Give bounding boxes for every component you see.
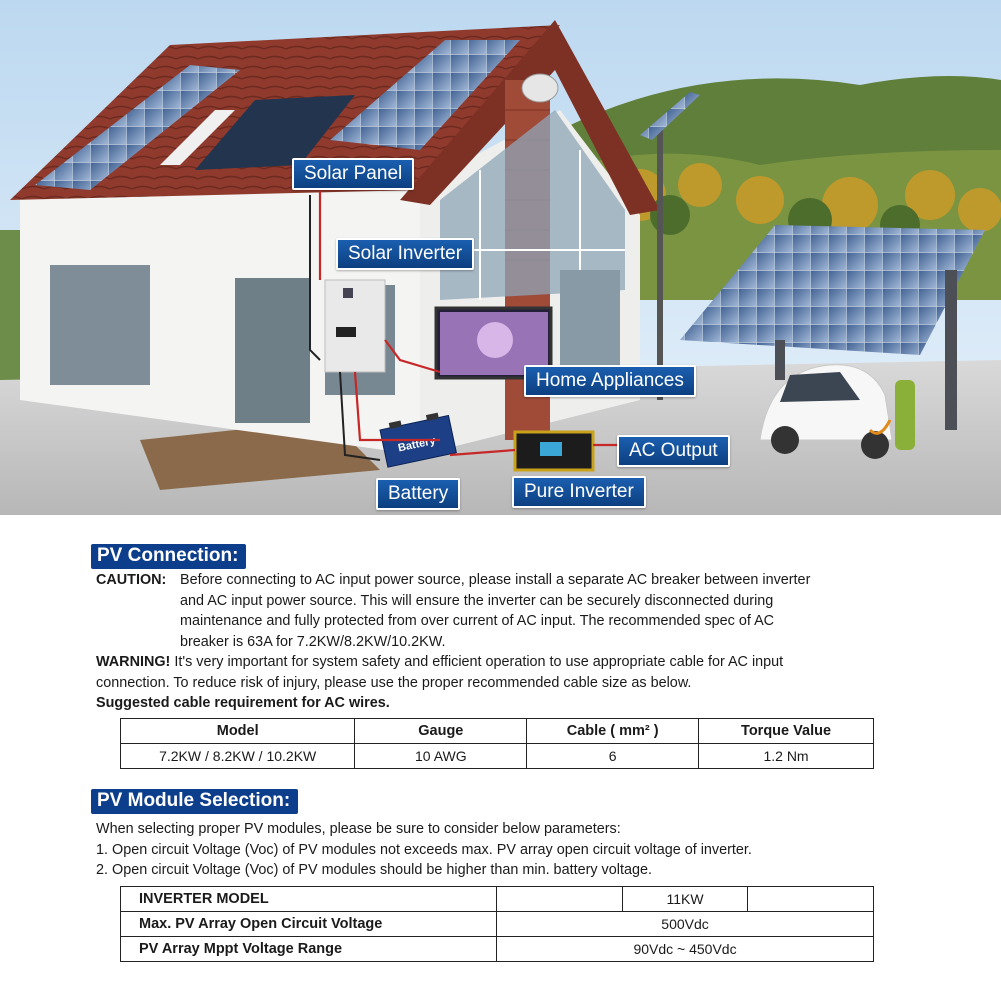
callout-pure-inverter: Pure Inverter xyxy=(512,476,646,508)
row-value-mppt-range: 90Vdc ~ 450Vdc xyxy=(497,937,874,962)
col-header-cable: Cable ( mm² ) xyxy=(527,719,699,744)
cell-model: 7.2KW / 8.2KW / 10.2KW xyxy=(121,744,355,769)
cell-torque: 1.2 Nm xyxy=(699,744,874,769)
warning-line-2: connection. To reduce risk of injury, please use the proper recommended cable size as below. xyxy=(96,674,692,691)
table-row xyxy=(121,887,874,912)
pv-module-item-2: 2. Open circuit Voltage (Voc) of PV modules should be higher than min. battery voltage. xyxy=(96,862,652,878)
cable-requirement-table xyxy=(120,718,874,769)
row-value-max-voc: 500Vdc xyxy=(497,912,874,937)
cell-cable: 6 xyxy=(527,744,699,769)
pv-module-item-1: 1. Open circuit Voltage (Voc) of PV modules not exceeds max. PV array open circuit voltage of inverter. xyxy=(96,841,752,858)
callout-solar-inverter: Solar Inverter xyxy=(336,238,474,270)
suggested-cable-heading: Suggested cable requirement for AC wires. xyxy=(96,695,390,711)
callout-ac-output: AC Output xyxy=(617,435,730,467)
warning-line-1: It's very important for system safety and efficient operation to use appropriate cable for AC input xyxy=(174,654,784,670)
pv-module-intro: When selecting proper PV modules, please be sure to consider below parameters: xyxy=(96,821,621,837)
table-row xyxy=(121,912,874,937)
inverter-model-table xyxy=(120,886,874,962)
battery-printed-label: Battery xyxy=(397,434,437,455)
col-header-model: Model xyxy=(121,719,355,744)
pv-connection-title: PV Connection: xyxy=(91,544,246,569)
caution-line-4: breaker is 63A for 7.2KW/8.2KW/10.2KW. xyxy=(180,633,446,650)
pv-module-text xyxy=(96,819,916,881)
table-row xyxy=(121,937,874,962)
warning-block xyxy=(96,652,906,714)
row-value-inverter-model: 11KW xyxy=(622,887,748,912)
table-header-row xyxy=(121,719,874,744)
row-label-max-voc: Max. PV Array Open Circuit Voltage xyxy=(121,912,497,937)
empty-cell xyxy=(497,887,623,912)
table-row xyxy=(121,744,874,769)
caution-label: CAUTION: xyxy=(96,572,167,588)
callout-battery: Battery xyxy=(376,478,460,510)
row-label-mppt-range: PV Array Mppt Voltage Range xyxy=(121,937,497,962)
empty-cell xyxy=(748,887,874,912)
pv-module-selection-title: PV Module Selection: xyxy=(91,789,298,814)
cell-gauge: 10 AWG xyxy=(355,744,527,769)
caution-block xyxy=(96,570,896,652)
caution-line-1: Before connecting to AC input power source, please install a separate AC breaker between inverter xyxy=(180,572,811,588)
warning-label: WARNING! xyxy=(96,654,171,670)
callout-home-appliances: Home Appliances xyxy=(524,365,696,397)
caution-line-2: and AC input power source. This will ensure the inverter can be securely disconnected during xyxy=(180,592,774,609)
caution-line-3: maintenance and fully protected from over current of AC input. The recommended spec of AC xyxy=(180,613,775,629)
col-header-gauge: Gauge xyxy=(355,719,527,744)
callout-solar-panel: Solar Panel xyxy=(292,158,414,190)
row-label-inverter-model: INVERTER MODEL xyxy=(121,887,497,912)
col-header-torque: Torque Value xyxy=(699,719,874,744)
